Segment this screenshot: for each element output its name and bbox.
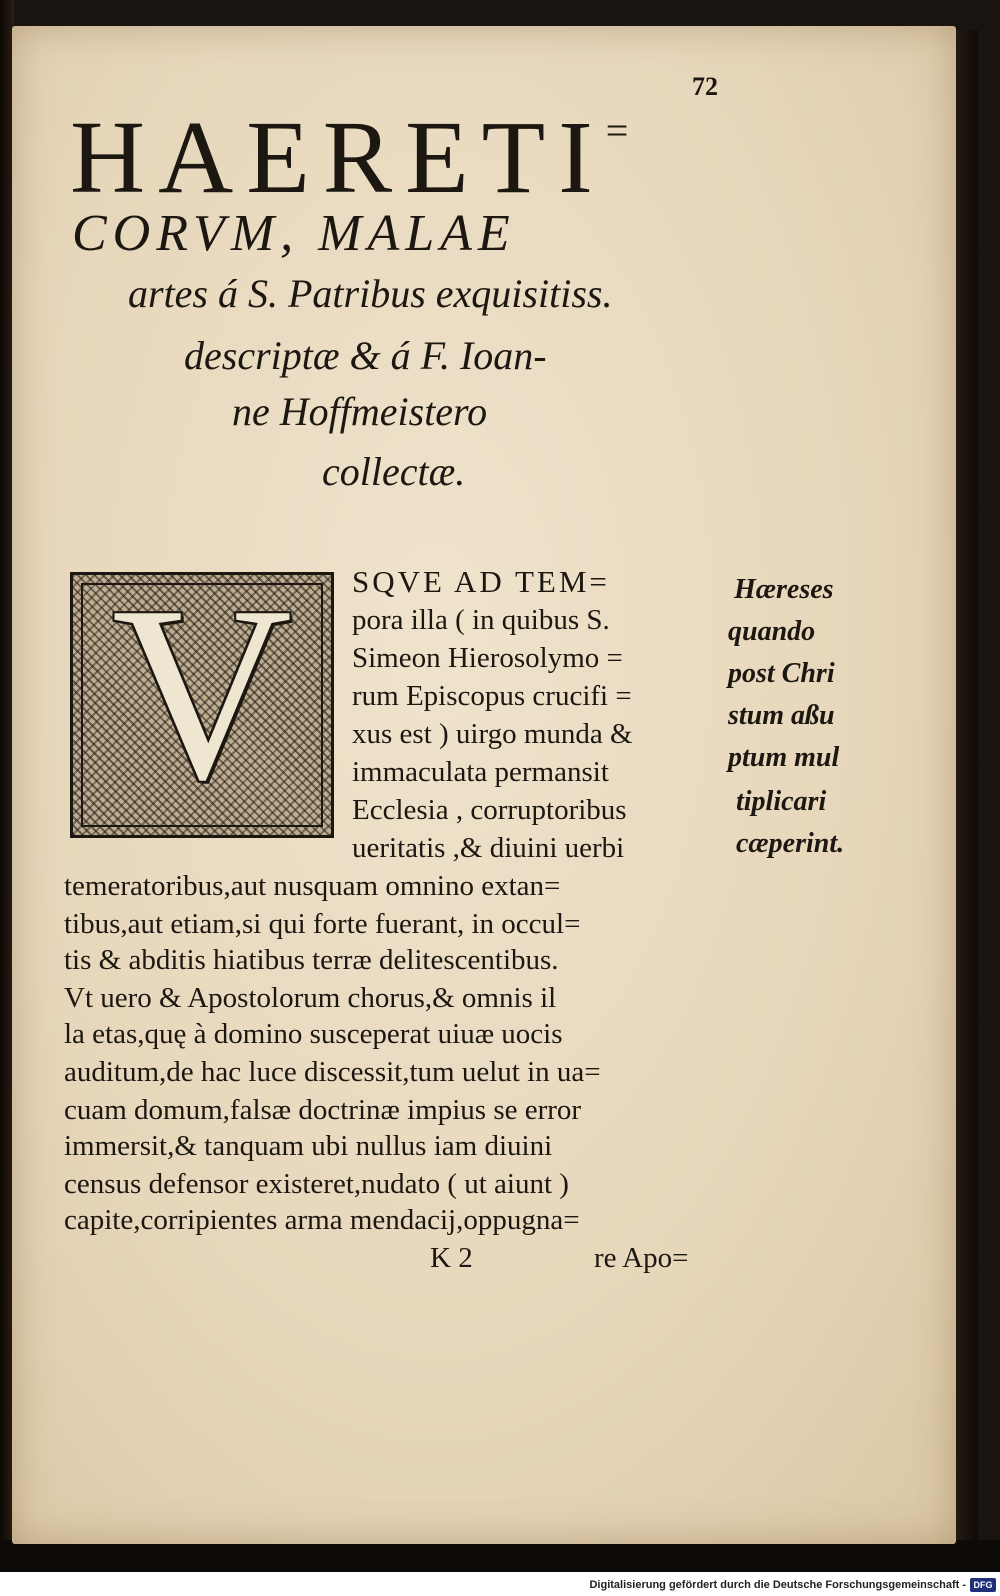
text-line: immaculata permansit bbox=[352, 756, 609, 788]
text-line: la etas,quę à domino susceperat uiuæ uocis bbox=[64, 1018, 563, 1050]
margin-note: cæperint. bbox=[736, 828, 845, 859]
text-line: auditum,de hac luce discessit,tum uelut in ua= bbox=[64, 1056, 601, 1088]
title-subline: ne Hoffmeistero bbox=[232, 389, 488, 434]
decorated-initial bbox=[70, 572, 334, 838]
title-line-1 bbox=[70, 100, 710, 215]
title-subline: descriptæ & á F. Ioan- bbox=[184, 333, 547, 378]
text-line: Vt uero & Apostolorum chorus,& omnis il bbox=[64, 982, 557, 1014]
title-subline: artes á S. Patribus exquisitiss. bbox=[128, 271, 613, 316]
footer-credit: Digitalisierung gefördert durch die Deutsche Forschungsgemeinschaft - bbox=[589, 1579, 966, 1591]
margin-note: ptum mul bbox=[728, 742, 840, 773]
footer bbox=[0, 1576, 1000, 1596]
text-line: Ecclesia , corruptoribus bbox=[352, 794, 627, 826]
text-line: immersit,& tanquam ubi nullus iam diuini bbox=[64, 1130, 553, 1162]
margin-note: tiplicari bbox=[736, 786, 827, 817]
initial-letter: V bbox=[111, 572, 293, 832]
title-line-2: CORVM, MALAE bbox=[72, 205, 516, 262]
text-line: tis & abditis hiatibus terræ delitescentibus. bbox=[64, 944, 559, 976]
text-line: SQVE AD TEM= bbox=[352, 564, 610, 599]
text-line: xus est ) uirgo munda & bbox=[352, 718, 633, 750]
title-subline: collectæ. bbox=[322, 449, 466, 494]
margin-note: quando bbox=[728, 616, 816, 647]
text-line: census defensor existeret,nudato ( ut aiunt ) bbox=[64, 1168, 569, 1200]
margin-note: post Chri bbox=[728, 658, 835, 689]
text-line: capite,corripientes arma mendacij,oppugna= bbox=[64, 1204, 580, 1236]
margin-note: Hæreses bbox=[734, 574, 834, 605]
margin-note: stum aßu bbox=[728, 700, 835, 731]
bottom-band bbox=[0, 1540, 1000, 1572]
title-hyphen: = bbox=[605, 108, 629, 153]
page-number: 72 bbox=[692, 72, 718, 101]
dfg-logo-icon: DFG bbox=[970, 1578, 996, 1592]
catchword: re Apo= bbox=[594, 1242, 689, 1274]
text-line: pora illa ( in quibus S. bbox=[352, 604, 610, 636]
text-line: rum Episcopus crucifi = bbox=[352, 680, 632, 712]
text-line: tibus,aut etiam,si qui forte fuerant, in occul= bbox=[64, 908, 581, 940]
text-line: Simeon Hierosolymo = bbox=[352, 642, 623, 674]
text-line: ueritatis ,& diuini uerbi bbox=[352, 832, 625, 864]
signature-mark: K 2 bbox=[430, 1242, 473, 1274]
title-text: HAERETI bbox=[70, 100, 606, 215]
text-line: cuam domum,falsæ doctrinæ impius se error bbox=[64, 1094, 582, 1126]
text-line: temeratoribus,aut nusquam omnino extan= bbox=[64, 870, 561, 902]
